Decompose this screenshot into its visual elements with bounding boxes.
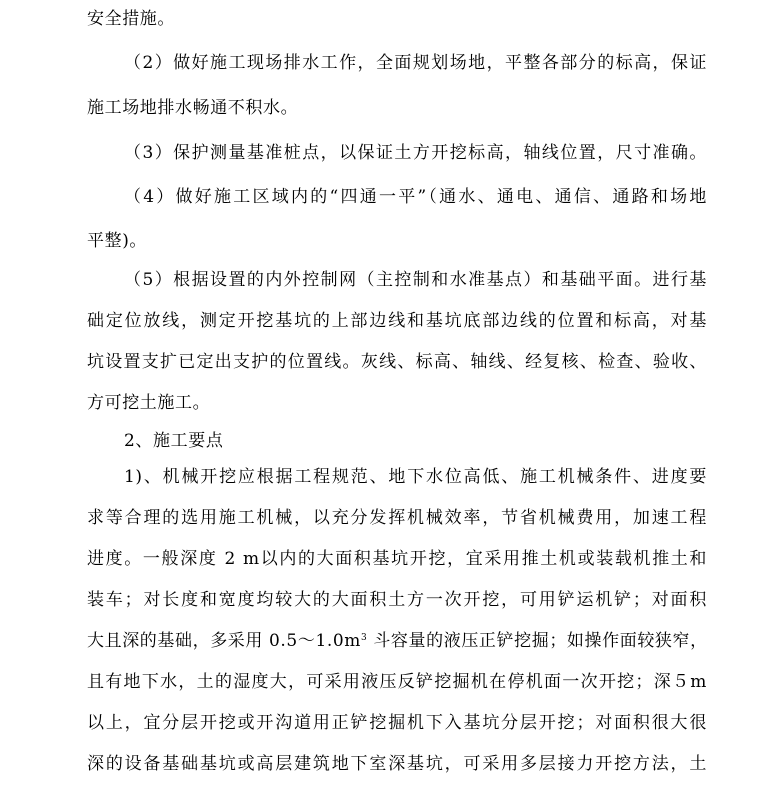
text-line-14: 进度。一般深度 2 m以内的大面积基坑开挖，宜采用推土机或装载机推土和 bbox=[87, 549, 707, 569]
superscript-cubed: 3 bbox=[361, 633, 368, 643]
text-line-3: 施工场地排水畅通不积水。 bbox=[87, 98, 299, 118]
text-line-1: 安全措施。 bbox=[87, 9, 175, 29]
text-line-4: （3）保护测量基准桩点，以保证土方开挖标高，轴线位置，尺寸准确。 bbox=[124, 143, 707, 163]
text-line-2: （2）做好施工现场排水工作，全面规划场地，平整各部分的标高，保证 bbox=[124, 53, 707, 73]
text-line-5: （4）做好施工区域内的“四通一平”（通水、通电、通信、通路和场地 bbox=[124, 187, 707, 207]
section-heading: 2、施工要点 bbox=[124, 431, 224, 451]
text-line-8: 础定位放线，测定开挖基坑的上部边线和基坑底部边线的位置和标高，对基 bbox=[87, 311, 707, 331]
text-line-13: 求等合理的选用施工机械，以充分发挥机械效率，节省机械费用，加速工程 bbox=[87, 508, 707, 528]
text-line-10: 方可挖土施工。 bbox=[87, 393, 211, 413]
text-line-9: 坑设置支扩已定出支护的位置线。灰线、标高、轴线、经复核、检查、验收、 bbox=[87, 352, 707, 372]
text-line-6: 平整)。 bbox=[87, 231, 148, 251]
text-line-16-part-a: 大且深的基础，多采用 0.5～1.0m bbox=[87, 631, 361, 651]
text-line-16 bbox=[87, 630, 707, 652]
text-line-7: （5）根据设置的内外控制网（主控制和水准基点）和基础平面。进行基 bbox=[124, 270, 707, 290]
text-line-15: 装车；对长度和宽度均较大的大面积土方一次开挖，可用铲运机铲；对面积 bbox=[87, 590, 707, 610]
text-line-12: 1)、机械开挖应根据工程规范、地下水位高低、施工机械条件、进度要 bbox=[124, 467, 707, 487]
text-line-16-part-b: 斗容量的液压正铲挖掘；如操作面较狭窄， bbox=[367, 631, 708, 651]
text-line-18: 以上，宜分层开挖或开沟道用正铲挖掘机下入基坑分层开挖；对面积很大很 bbox=[87, 713, 707, 733]
text-line-19: 深的设备基础基坑或高层建筑地下室深基坑，可采用多层接力开挖方法，土 bbox=[87, 754, 707, 774]
text-line-17: 且有地下水，土的湿度大，可采用液压反铲挖掘机在停机面一次开挖；深５m bbox=[87, 672, 707, 692]
